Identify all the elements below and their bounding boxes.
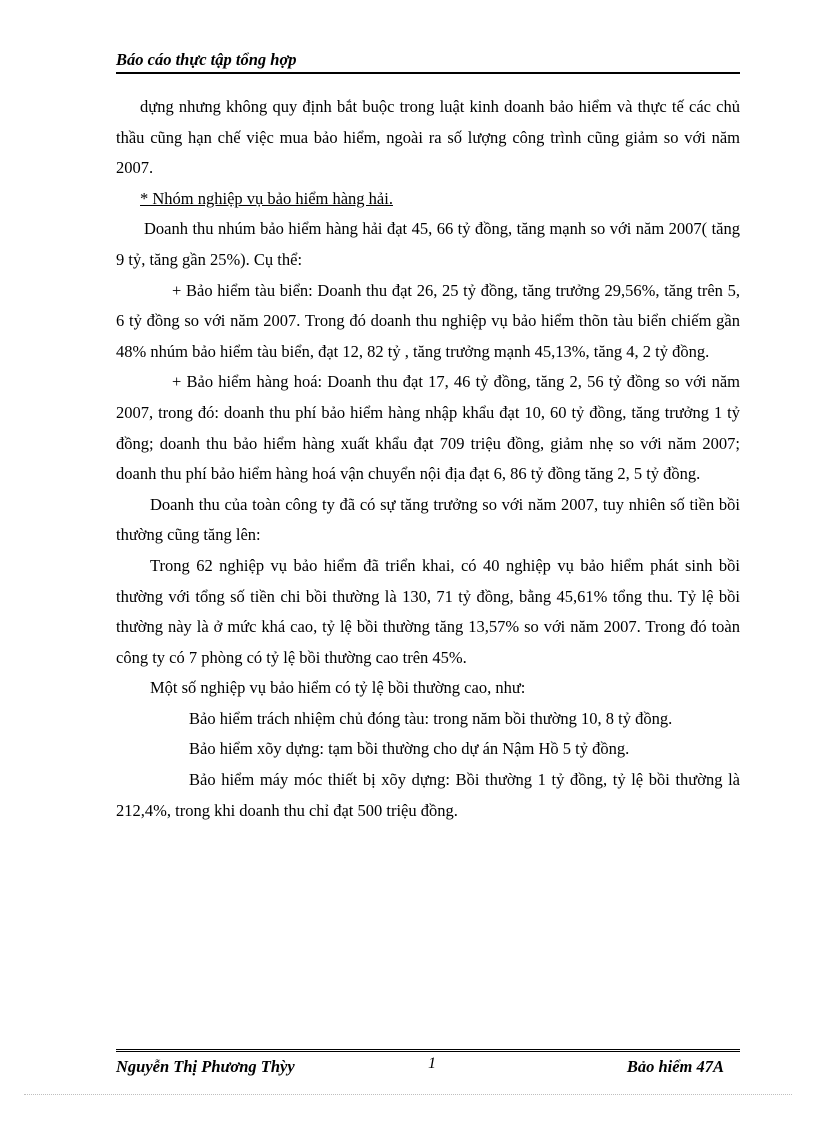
paragraph-claims: Trong 62 nghiệp vụ bảo hiểm đã triển khai, có 40 nghiệp vụ bảo hiểm phát sinh bồi thường với tổng số tiền chi bồi thường là 130, 71 tỷ đồng, bằng 45,61% tổng thu. Tỷ lệ bồi thường này là ở mức khá cao, tỷ lệ bồi thường tăng 13,57% so với năm 2007. Trong đó toàn công ty có 7 phòng có tỷ lệ bồi thường cao trên 45%. xyxy=(116,555,740,667)
paragraph-high-claims-intro: Một số nghiệp vụ bảo hiểm có tỷ lệ bồi thường cao, như: xyxy=(150,678,526,698)
page-bottom-edge xyxy=(24,1094,792,1095)
page-number: 1 xyxy=(428,1055,436,1072)
section-heading-text: * Nhóm nghiệp vụ bảo hiểm hàng hải. xyxy=(140,188,393,208)
paragraph-cargo-insurance: + Bảo hiểm hàng hoá: Doanh thu đạt 17, 46 tỷ đồng, tăng 2, 56 tỷ đồng so với năm 2007, trong đó: doanh thu phí bảo hiểm hàng nhập khẩu đạt 10, 60 tỷ đồng, tăng trưởng 1 tỷ đồng; doanh thu bảo hiểm hàng xuất khẩu đạt 709 triệu đồng, giảm nhẹ so với năm 2007; doanh thu phí bảo hiểm hàng hoá vận chuyển nội địa đạt 6, 86 tỷ đồng tăng 2, 5 tỷ đồng. xyxy=(116,372,740,484)
section-heading-marine xyxy=(116,184,740,215)
paragraph-company-revenue: Doanh thu của toàn công ty đã có sự tăng trưởng so với năm 2007, tuy nhiên số tiền bồi thường cũng tăng lên: xyxy=(116,494,740,545)
paragraph-shipowner-liability: Bảo hiểm trách nhiệm chủ đóng tàu: trong năm bồi thường 10, 8 tỷ đồng. xyxy=(189,708,673,728)
paragraph-intro: dựng nhưng không quy định bắt buộc trong luật kinh doanh bảo hiểm và thực tế các chủ thầu cũng hạn chế việc mua bảo hiểm, ngoài ra số lượng công trình cũng giảm so với năm 2007. xyxy=(116,97,740,178)
report-title: Báo cáo thực tập tổng hợp xyxy=(116,50,297,69)
paragraph-ship-insurance: + Bảo hiểm tàu biển: Doanh thu đạt 26, 25 tỷ đồng, tăng trưởng 29,56%, tăng trên 5, 6 tỷ đồng so với năm 2007. Trong đó doanh thu nghiệp vụ bảo hiểm thõn tàu biển chiếm gần 48% nhúm bảo hiểm tàu biển, đạt 12, 82 tỷ , tăng trưởng mạnh 45,13%, tăng 4, 2 tỷ đồng. xyxy=(116,280,740,361)
paragraph-machinery: Bảo hiểm máy móc thiết bị xõy dựng: Bồi thường 1 tỷ đồng, tỷ lệ bồi thường là 212,4%, trong khi doanh thu chỉ đạt 500 triệu đồng. xyxy=(116,770,740,820)
paragraph-construction: Bảo hiểm xõy dựng: tạm bồi thường cho dự án Nậm Hồ 5 tỷ đồng. xyxy=(189,739,630,759)
author-name: Nguyễn Thị Phương Thỳy xyxy=(116,1057,295,1076)
paragraph-marine-revenue: Doanh thu nhúm bảo hiểm hàng hải đạt 45, 66 tỷ đồng, tăng mạnh so với năm 2007( tăng 9 tỷ, tăng gần 25%). Cụ thể: xyxy=(116,219,740,269)
class-name: Bảo hiểm 47A xyxy=(626,1057,724,1076)
document-body xyxy=(116,92,740,826)
page-footer xyxy=(116,1049,740,1082)
page-header xyxy=(116,50,740,74)
